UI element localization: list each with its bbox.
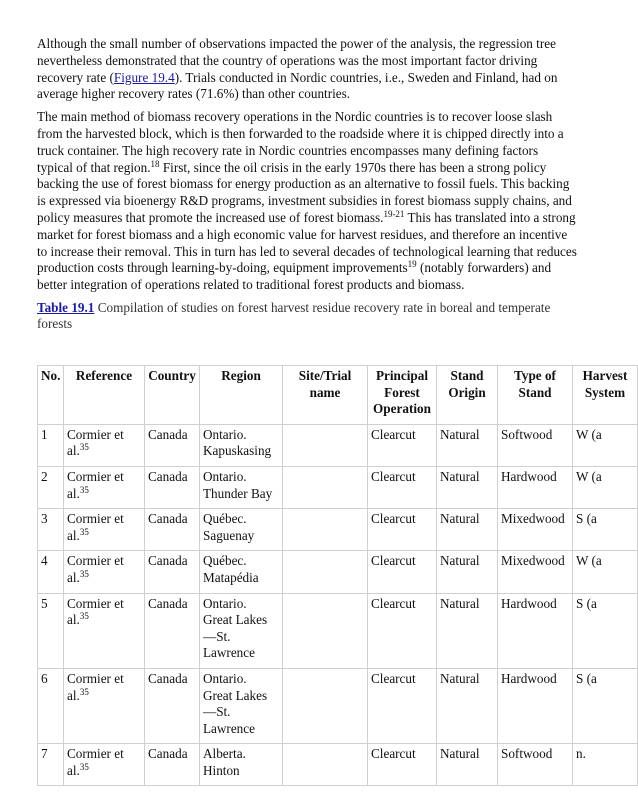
table-caption-text: Compilation of studies on forest harvest residue recovery rate in boreal and temperate forests	[37, 299, 551, 332]
cell-operation-text: Clearcut	[371, 595, 416, 611]
recovery-rate-table	[37, 365, 638, 786]
cell-harvest-system	[573, 551, 638, 593]
cell-stand-type-text: Hardwood	[501, 468, 557, 484]
cell-region	[200, 466, 283, 508]
cell-origin-text: Natural	[440, 670, 480, 686]
paragraph-2	[37, 109, 577, 294]
cell-stand-type-text: Mixedwood	[501, 511, 565, 527]
cell-origin-text: Natural	[440, 746, 480, 762]
cell-reference-text: Cormier et al.	[67, 511, 124, 543]
cell-harvest-system	[573, 593, 638, 668]
citation-sup: 35	[79, 761, 89, 772]
cell-harvest-system	[573, 744, 638, 786]
cell-no	[38, 593, 64, 668]
cell-reference-text: Cormier et al.	[67, 426, 124, 459]
cell-country-text: Canada	[148, 746, 188, 762]
cell-country-text: Canada	[148, 595, 188, 611]
cell-site	[283, 424, 368, 466]
cell-reference-text: Cormier et al.	[67, 595, 124, 628]
cell-region-text: Québec. Saguenay	[203, 511, 255, 543]
header-stand-origin: Stand Origin	[437, 366, 498, 425]
cell-operation-text: Clearcut	[371, 468, 416, 484]
cell-operation	[368, 744, 437, 786]
paragraph-1-text-b: ). Trials conducted in Nordic countries, i.e., Sweden and Finland, had on average higher recovery rates (71.6%) than other countries.	[37, 69, 558, 102]
cell-operation-text: Clearcut	[371, 553, 416, 569]
cell-no-text: 7	[41, 746, 48, 762]
header-no: No.	[38, 366, 64, 425]
cell-reference	[64, 424, 145, 466]
cell-no-text: 3	[41, 511, 48, 527]
citation-sup: 35	[79, 442, 89, 453]
paragraph-2-text-a: The main method of biomass recovery operations in the Nordic countries is to recover loose slash from the harvested block, which is then forwarded to the roadside where it is chipped directly into a truck container. The high recovery rate in Nordic countries encompasses many defining factors typical of that region.	[37, 109, 564, 175]
table-row	[38, 551, 638, 593]
header-country: Country	[145, 366, 200, 425]
header-site-trial-name: Site/Trial name	[283, 366, 368, 425]
cell-country-text: Canada	[148, 426, 188, 442]
cell-site	[283, 593, 368, 668]
cell-no-text: 4	[41, 553, 48, 569]
cell-operation-text: Clearcut	[371, 746, 416, 762]
header-principal-forest-operation: Principal Forest Operation	[368, 366, 437, 425]
cell-reference	[64, 593, 145, 668]
citation-sup: 35	[79, 611, 89, 622]
cell-stand-type	[498, 668, 573, 743]
citation-sup: 35	[79, 526, 89, 537]
citation-sup: 35	[79, 686, 89, 697]
cell-no	[38, 424, 64, 466]
cell-operation	[368, 509, 437, 551]
cell-operation	[368, 593, 437, 668]
header-reference: Reference	[64, 366, 145, 425]
citation-sup: 35	[79, 484, 89, 495]
cell-site	[283, 466, 368, 508]
cell-region-text: Ontario. Thunder Bay	[203, 468, 273, 501]
cell-operation	[368, 551, 437, 593]
cell-stand-type	[498, 744, 573, 786]
cell-no	[38, 509, 64, 551]
table-caption	[37, 300, 577, 333]
cell-operation-text: Clearcut	[371, 670, 416, 686]
paragraph-2-text-c: This has translated into a strong market for forest biomass and a high economic value for harvest residues, and therefore an incentive to increase their removal. This in turn has led to several decades of technological learning that reduces production costs through learning-by-doing, equipment improvements	[37, 209, 577, 276]
cell-stand-type	[498, 551, 573, 593]
cell-stand-type	[498, 424, 573, 466]
cell-harvest-system-text: W (a	[576, 553, 602, 569]
cell-site	[283, 509, 368, 551]
cell-region	[200, 593, 283, 668]
cell-region-text: Ontario. Kapuskasing	[203, 426, 272, 459]
cell-country	[145, 424, 200, 466]
citation-sup: 35	[79, 568, 89, 579]
table-row	[38, 668, 638, 743]
cell-harvest-system	[573, 424, 638, 466]
cell-no-text: 1	[41, 426, 48, 442]
cell-stand-type	[498, 593, 573, 668]
cell-no	[38, 668, 64, 743]
cell-country-text: Canada	[148, 553, 188, 569]
header-harvest-system: Harvest System	[573, 366, 638, 425]
citation-sup: 18	[150, 158, 160, 169]
cell-country	[145, 668, 200, 743]
cell-reference	[64, 668, 145, 743]
cell-harvest-system-text: W (a	[576, 426, 602, 442]
cell-reference-text: Cormier et al.	[67, 746, 124, 778]
cell-region	[200, 668, 283, 743]
figure-19-4-link[interactable]: Figure 19.4	[113, 69, 175, 85]
header-type-of-stand: Type of Stand	[498, 366, 573, 425]
cell-harvest-system	[573, 466, 638, 508]
table-row	[38, 424, 638, 466]
paragraph-2-text-d: (notably forwarders) and better integration of operations related to traditional forest products and biomass.	[37, 260, 552, 293]
cell-origin	[437, 593, 498, 668]
cell-harvest-system-text: S (a	[576, 595, 597, 611]
cell-origin-text: Natural	[440, 511, 480, 527]
cell-region-text: Québec. Matapédia	[203, 553, 259, 585]
cell-reference	[64, 551, 145, 593]
cell-region	[200, 744, 283, 786]
cell-harvest-system-text: S (a	[576, 511, 597, 527]
cell-country-text: Canada	[148, 670, 188, 686]
cell-stand-type	[498, 466, 573, 508]
cell-no-text: 5	[41, 595, 48, 611]
cell-harvest-system	[573, 668, 638, 743]
header-region: Region	[200, 366, 283, 425]
cell-origin	[437, 466, 498, 508]
cell-origin-text: Natural	[440, 553, 480, 569]
cell-stand-type-text: Hardwood	[501, 595, 557, 611]
cell-operation	[368, 424, 437, 466]
cell-origin	[437, 668, 498, 743]
cell-region	[200, 551, 283, 593]
table-row	[38, 466, 638, 508]
cell-origin-text: Natural	[440, 595, 480, 611]
cell-origin	[437, 509, 498, 551]
cell-no	[38, 551, 64, 593]
table-header-row	[38, 366, 638, 425]
document-page	[37, 36, 577, 341]
cell-operation	[368, 466, 437, 508]
paragraph-1	[37, 36, 577, 103]
table-row	[38, 744, 638, 786]
cell-country	[145, 509, 200, 551]
cell-no	[38, 466, 64, 508]
citation-sup: 19-21	[383, 208, 405, 219]
cell-reference	[64, 466, 145, 508]
cell-origin-text: Natural	[440, 426, 480, 442]
cell-country	[145, 744, 200, 786]
cell-harvest-system-text: W (a	[576, 468, 602, 484]
cell-site	[283, 668, 368, 743]
paragraph-1-text-a: Although the small number of observations impacted the power of the analysis, the regression tree nevertheless demonstrated that the country of operations was the most important factor driving recovery rate (	[37, 36, 556, 85]
cell-stand-type-text: Softwood	[501, 746, 553, 762]
cell-harvest-system	[573, 509, 638, 551]
table-19-1-link[interactable]: Table 19.1	[37, 299, 95, 315]
table-container	[37, 365, 628, 800]
table-row	[38, 593, 638, 668]
cell-reference-text: Cormier et al.	[67, 670, 124, 703]
cell-country	[145, 551, 200, 593]
cell-stand-type-text: Softwood	[501, 426, 553, 442]
cell-region-text: Ontario. Great Lakes —St. Lawrence	[203, 595, 268, 661]
cell-country-text: Canada	[148, 468, 188, 484]
cell-reference-text: Cormier et al.	[67, 553, 124, 585]
cell-origin	[437, 424, 498, 466]
cell-stand-type-text: Hardwood	[501, 670, 557, 686]
cell-no	[38, 744, 64, 786]
table-body	[38, 424, 638, 786]
cell-operation-text: Clearcut	[371, 511, 416, 527]
cell-stand-type-text: Mixedwood	[501, 553, 565, 569]
cell-country	[145, 593, 200, 668]
cell-region	[200, 509, 283, 551]
cell-origin	[437, 744, 498, 786]
cell-reference	[64, 744, 145, 786]
cell-harvest-system-text: S (a	[576, 670, 597, 686]
citation-sup: 19	[407, 259, 417, 270]
cell-operation	[368, 668, 437, 743]
cell-region-text: Alberta. Hinton	[203, 746, 246, 778]
table-row	[38, 509, 638, 551]
cell-country	[145, 466, 200, 508]
cell-no-text: 2	[41, 468, 48, 484]
cell-no-text: 6	[41, 670, 48, 686]
cell-country-text: Canada	[148, 511, 188, 527]
cell-region	[200, 424, 283, 466]
cell-region-text: Ontario. Great Lakes —St. Lawrence	[203, 670, 268, 736]
cell-stand-type	[498, 509, 573, 551]
cell-reference-text: Cormier et al.	[67, 468, 124, 501]
cell-site	[283, 551, 368, 593]
cell-origin-text: Natural	[440, 468, 480, 484]
cell-site	[283, 744, 368, 786]
cell-origin	[437, 551, 498, 593]
cell-reference	[64, 509, 145, 551]
cell-operation-text: Clearcut	[371, 426, 416, 442]
cell-harvest-system-text: n.	[576, 746, 586, 762]
paragraph-2-text-b: First, since the oil crisis in the early 1970s there has been a strong policy backing the use of forest biomass for energy production as an alternative to fossil fuels. This backing is expressed via bioenergy R&D programs, investment subsidies in forest biomass supply chains, and policy measures that promote the increased use of forest biomass.	[37, 159, 572, 225]
